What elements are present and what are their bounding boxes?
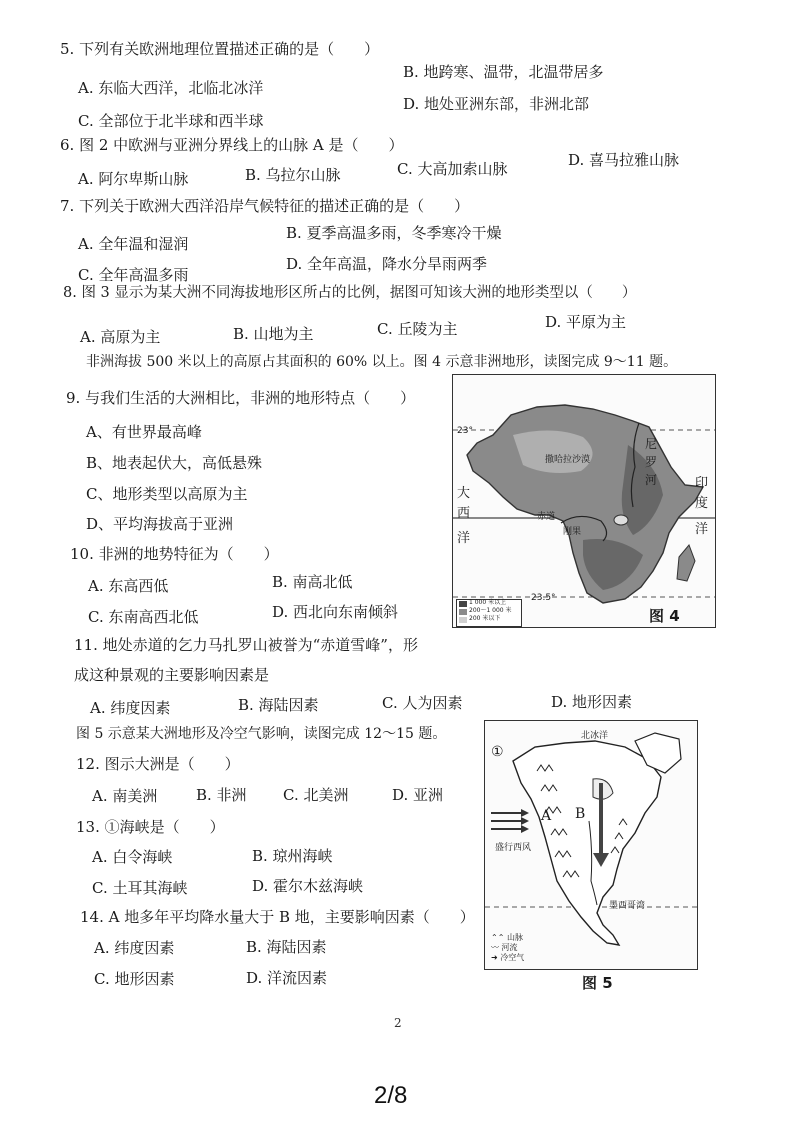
q5-option-a: A. 东临大西洋，北临北冰洋 bbox=[78, 79, 264, 97]
q7-stem: 7. 下列关于欧洲大西洋沿岸气候特征的描述正确的是（ ） bbox=[60, 197, 470, 215]
legend-swatch-high bbox=[459, 601, 467, 607]
arctic-ocean-label: 北冰洋 bbox=[581, 731, 609, 741]
q6-option-b: B. 乌拉尔山脉 bbox=[245, 166, 341, 184]
figure-4-caption: 图 4 bbox=[649, 607, 680, 625]
q7-option-c: C. 全年高温多雨 bbox=[78, 266, 189, 284]
indian-ocean-label-3: 洋 bbox=[695, 522, 709, 537]
q8-option-b: B. 山地为主 bbox=[233, 325, 314, 343]
nile-label-2: 罗 bbox=[645, 455, 658, 469]
figure-5-north-america-map bbox=[484, 720, 698, 970]
legend-swatch-mid bbox=[459, 609, 467, 615]
q7-option-a: A. 全年温和湿润 bbox=[78, 235, 189, 253]
page-count: 2/8 bbox=[374, 1082, 408, 1109]
gulf-of-mexico-label: 墨西哥湾 bbox=[609, 901, 646, 911]
figure-5-caption: 图 5 bbox=[582, 974, 613, 992]
westerly-arrowheads bbox=[521, 809, 529, 833]
q5-option-d: D. 地处亚洲东部，非洲北部 bbox=[403, 95, 590, 113]
lake-victoria-shape bbox=[614, 515, 628, 525]
nile-label-3: 河 bbox=[645, 473, 658, 487]
nile-label-1: 尼 bbox=[645, 437, 658, 451]
q7-option-b: B. 夏季高温多雨，冬季寒冷干燥 bbox=[286, 224, 502, 242]
q9-option-b: B、地表起伏大，高低悬殊 bbox=[86, 454, 263, 472]
q9-option-c: C、地形类型以高原为主 bbox=[86, 485, 248, 503]
q5-option-c: C. 全部位于北半球和西半球 bbox=[78, 112, 264, 130]
atlantic-label-3: 洋 bbox=[457, 531, 471, 546]
q10-option-a: A. 东高西低 bbox=[88, 577, 169, 595]
q11-option-c: C. 人为因素 bbox=[382, 694, 463, 712]
q14-option-a: A. 纬度因素 bbox=[94, 939, 175, 957]
q10-option-d: D. 西北向东南倾斜 bbox=[272, 603, 399, 621]
q14-stem: 14. A 地多年平均降水量大于 B 地，主要影响因素（ ） bbox=[80, 908, 475, 926]
legend-mountains: ⌃⌃ 山脉 bbox=[491, 933, 523, 942]
point-b-label: B bbox=[575, 806, 586, 822]
q8-stem: 8. 图 3 显示为某大洲不同海拔地形区所占的比例，据图可知该大洲的地形类型以（ ） bbox=[63, 285, 637, 301]
q14-option-c: C. 地形因素 bbox=[94, 970, 175, 988]
page-number: 2 bbox=[394, 1016, 402, 1030]
q6-stem: 6. 图 2 中欧洲与亚洲分界线上的山脉 A 是（ ） bbox=[60, 136, 404, 154]
intro-9-11: 非洲海拔 500 米以上的高原占其面积的 60% 以上。图 4 示意非洲地形，读图完成 9～11 题。 bbox=[86, 354, 678, 370]
q8-option-a: A. 高原为主 bbox=[80, 328, 161, 346]
q11-option-d: D. 地形因素 bbox=[551, 693, 633, 711]
legend-rivers: 〰 河流 bbox=[491, 943, 518, 952]
legend-cold-air: ➜ 冷空气 bbox=[491, 953, 525, 962]
q12-option-d: D. 亚洲 bbox=[392, 786, 444, 804]
q11-stem-line1: 11. 地处赤道的乞力马扎罗山被誉为“赤道雪峰”，形 bbox=[74, 636, 418, 654]
madagascar-shape bbox=[677, 545, 695, 581]
q5-stem: 5. 下列有关欧洲地理位置描述正确的是（ ） bbox=[60, 40, 380, 58]
q12-option-b: B. 非洲 bbox=[196, 786, 247, 804]
indian-ocean-label-2: 度 bbox=[695, 496, 709, 511]
westerly-arrows bbox=[491, 813, 525, 829]
q10-stem: 10. 非洲的地势特征为（ ） bbox=[70, 545, 279, 563]
q13-option-a: A. 白令海峡 bbox=[92, 848, 173, 866]
africa-continent-shape bbox=[467, 405, 703, 603]
q13-option-c: C. 土耳其海峡 bbox=[92, 879, 188, 897]
q9-option-d: D、平均海拔高于亚洲 bbox=[86, 515, 234, 533]
q9-option-a: A、有世界最高峰 bbox=[86, 423, 202, 441]
atlantic-label-2: 西 bbox=[457, 506, 471, 521]
q11-option-a: A. 纬度因素 bbox=[90, 699, 171, 717]
figure-4-africa-map bbox=[452, 374, 716, 628]
q8-option-d: D. 平原为主 bbox=[545, 313, 627, 331]
legend-swatch-low bbox=[459, 617, 467, 623]
q13-option-d: D. 霍尔木兹海峡 bbox=[252, 877, 364, 895]
q10-option-c: C. 东南高西北低 bbox=[88, 608, 199, 626]
q6-option-d: D. 喜马拉雅山脉 bbox=[568, 151, 680, 169]
legend-label-low: 200 米以下 bbox=[469, 615, 501, 622]
q6-option-c: C. 大高加索山脉 bbox=[397, 160, 508, 178]
q12-stem: 12. 图示大洲是（ ） bbox=[76, 755, 240, 773]
q11-stem-line2: 成这种景观的主要影响因素是 bbox=[74, 666, 270, 684]
tropic-of-cancer-label: 23° bbox=[457, 426, 473, 436]
intro-12-15: 图 5 示意某大洲地形及冷空气影响，读图完成 12～15 题。 bbox=[76, 726, 447, 742]
q14-option-b: B. 海陆因素 bbox=[246, 938, 327, 956]
fig4-legend bbox=[456, 599, 522, 627]
indian-ocean-label-1: 印 bbox=[695, 476, 709, 491]
atlantic-label-1: 大 bbox=[457, 486, 471, 501]
legend-label-mid: 200～1 000 米 bbox=[469, 607, 512, 614]
q6-option-a: A. 阿尔卑斯山脉 bbox=[78, 170, 189, 188]
congo-label: 刚果 bbox=[563, 527, 582, 537]
westerly-label: 盛行西风 bbox=[495, 843, 532, 853]
q10-option-b: B. 南高北低 bbox=[272, 573, 353, 591]
q14-option-d: D. 洋流因素 bbox=[246, 969, 328, 987]
q12-option-c: C. 北美洲 bbox=[283, 786, 349, 804]
q13-stem: 13. ①海峡是（ ） bbox=[76, 818, 225, 836]
q7-option-d: D. 全年高温，降水分旱雨两季 bbox=[286, 255, 488, 273]
q5-option-b: B. 地跨寒、温带，北温带居多 bbox=[403, 63, 604, 81]
point-a-label: A bbox=[541, 808, 552, 824]
q9-stem: 9. 与我们生活的大洲相比，非洲的地形特点（ ） bbox=[66, 389, 416, 407]
q12-option-a: A. 南美洲 bbox=[92, 787, 158, 805]
legend-label-high: 1 000 米以上 bbox=[469, 599, 507, 606]
strait-marker-1: ① bbox=[491, 744, 504, 760]
africa-map-graphic bbox=[453, 375, 715, 627]
equator-label: 赤道 bbox=[537, 512, 556, 522]
sahara-label: 撒哈拉沙漠 bbox=[545, 455, 591, 465]
q13-option-b: B. 琼州海峡 bbox=[252, 847, 333, 865]
tropic-of-capricorn-label: 23.5° bbox=[531, 593, 556, 603]
q8-option-c: C. 丘陵为主 bbox=[377, 320, 458, 338]
q11-option-b: B. 海陆因素 bbox=[238, 696, 319, 714]
